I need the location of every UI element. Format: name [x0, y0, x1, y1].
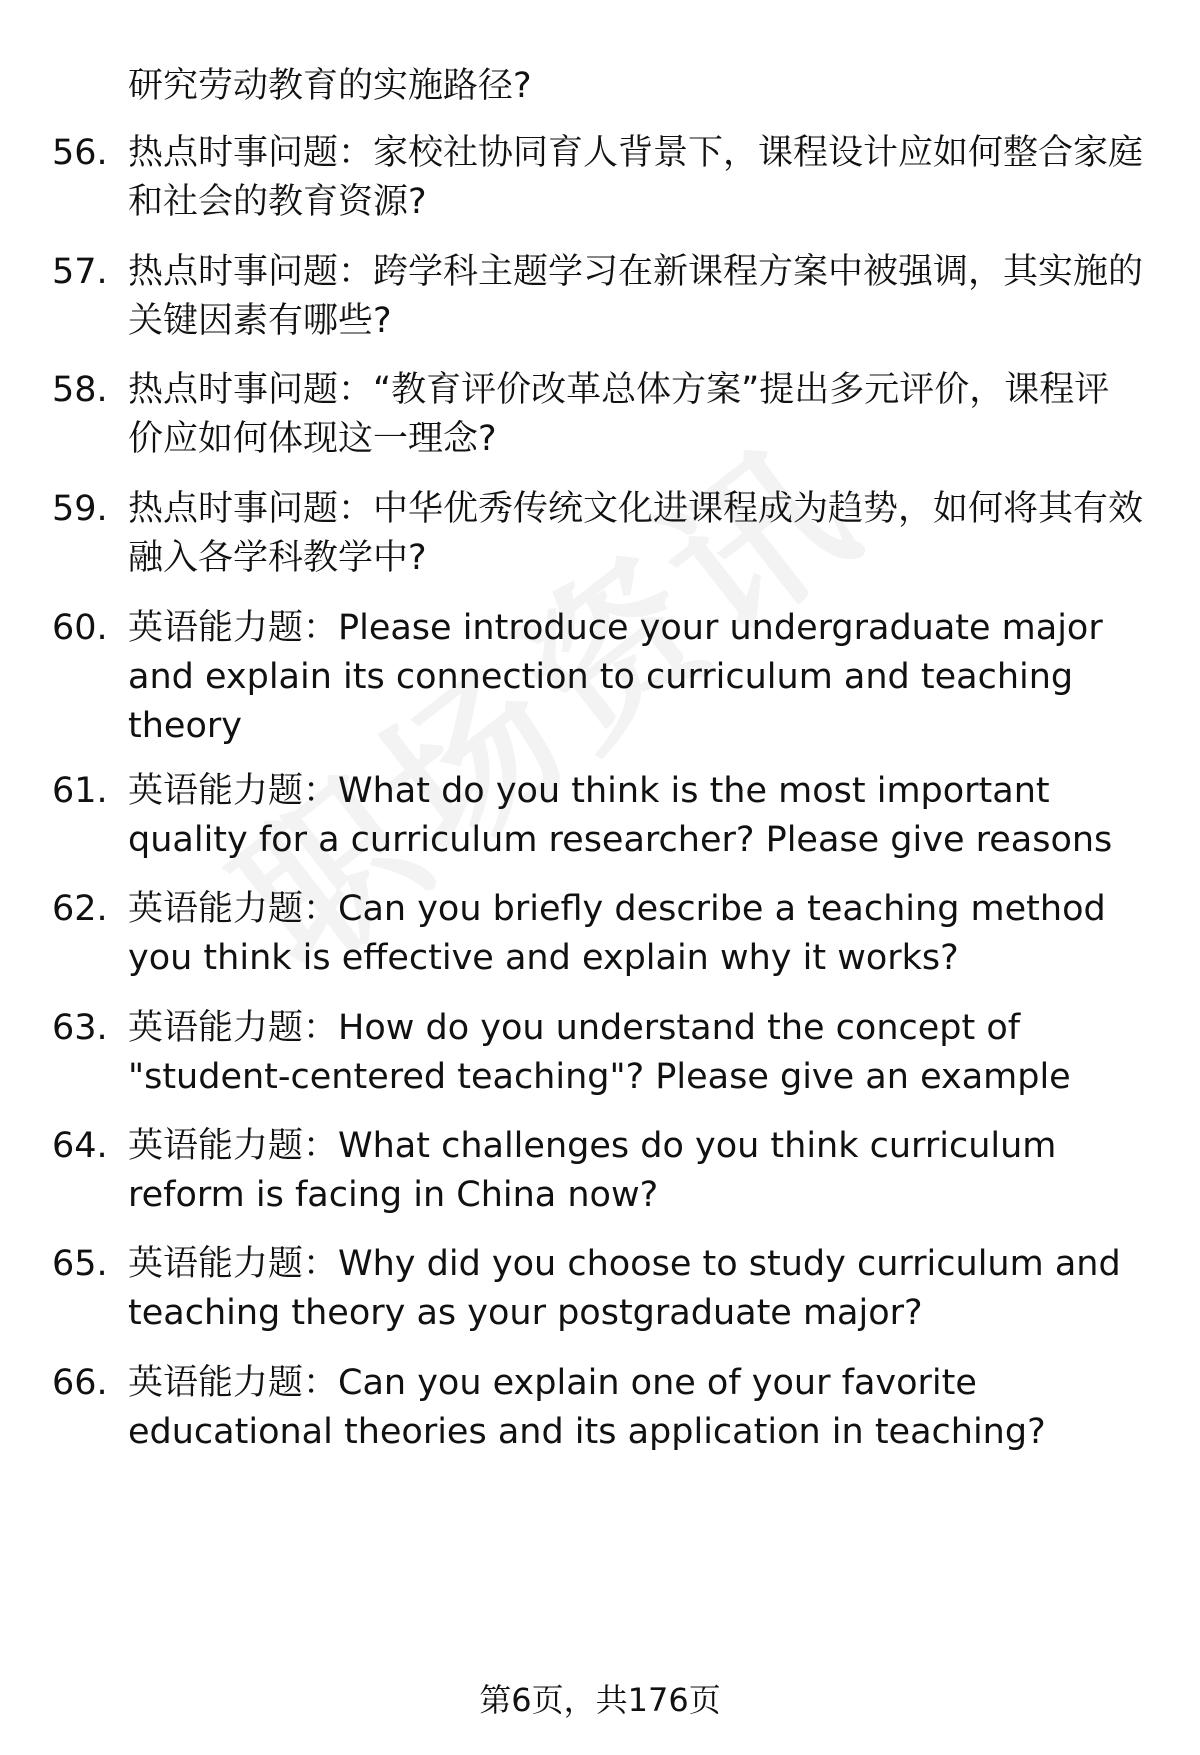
- item-text: 英语能力题：How do you understand the concept of "student-centered teaching"? Please give an example: [128, 1008, 1071, 1097]
- item-text: 英语能力题：Can you explain one of your favorite educational theories and its application in teaching?: [128, 1363, 1046, 1452]
- item-number: 59.: [52, 489, 108, 529]
- page-number-footer: 第6页，共176页: [479, 1681, 721, 1719]
- item-number: 56.: [52, 133, 108, 173]
- item-number: 66.: [52, 1363, 108, 1403]
- item-number: 60.: [52, 608, 108, 648]
- item-text: 热点时事问题：中华优秀传统文化进课程成为趋势，如何将其有效融入各学科教学中?: [128, 489, 1144, 578]
- item-number: 65.: [52, 1244, 108, 1284]
- continuation-text: 研究劳动教育的实施路径?: [128, 66, 532, 106]
- item-text: 热点时事问题：跨学科主题学习在新课程方案中被强调，其实施的关键因素有哪些?: [128, 252, 1144, 341]
- item-number: 63.: [52, 1008, 108, 1048]
- item-number: 64.: [52, 1126, 108, 1166]
- item-text: 英语能力题：Please introduce your undergraduate major and explain its connection to curriculum and teaching theory: [128, 608, 1103, 746]
- item-number: 61.: [52, 771, 108, 811]
- item-text: 英语能力题：Can you briefly describe a teaching method you think is effective and explain why it works?: [128, 889, 1106, 978]
- item-number: 58.: [52, 370, 108, 410]
- item-text: 英语能力题：What challenges do you think curriculum reform is facing in China now?: [128, 1126, 1057, 1215]
- item-text: 英语能力题：What do you think is the most important quality for a curriculum researcher? Please give reasons: [128, 771, 1113, 860]
- item-text: 英语能力题：Why did you choose to study curriculum and teaching theory as your postgraduate major?: [128, 1244, 1121, 1333]
- item-text: 热点时事问题：“教育评价改革总体方案”提出多元评价，课程评价应如何体现这一理念?: [128, 370, 1110, 459]
- item-number: 57.: [52, 252, 108, 292]
- item-number: 62.: [52, 889, 108, 929]
- item-text: 热点时事问题：家校社协同育人背景下，课程设计应如何整合家庭和社会的教育资源?: [128, 133, 1144, 222]
